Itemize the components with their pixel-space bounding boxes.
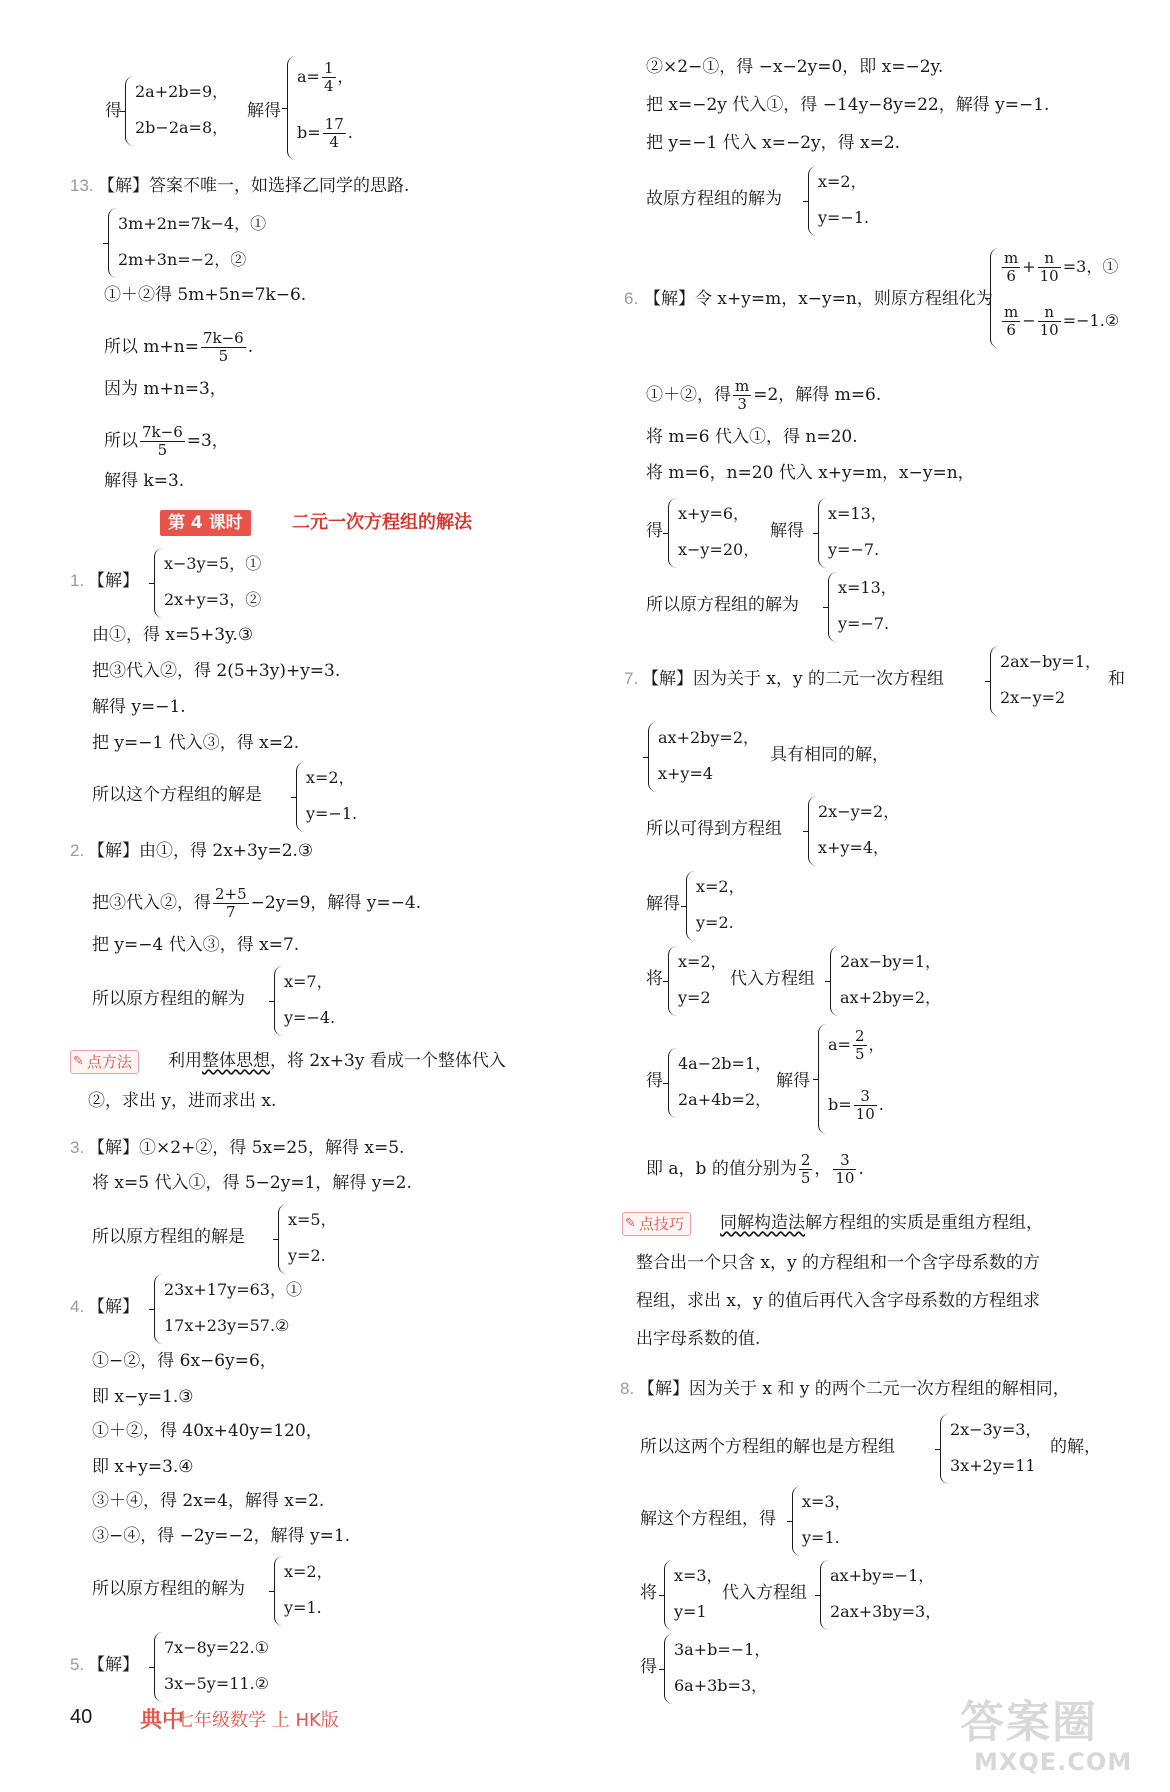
text: 【解】令 x+y=m，x−y=n，则原方程组化为	[644, 289, 993, 309]
equation-system	[154, 1632, 324, 1702]
equation: x=7，	[284, 972, 333, 991]
question-number: 7.	[624, 669, 639, 688]
equation: 2m+3n=−2，②	[118, 250, 247, 269]
text: 把 y=−1 代入 x=−2y，得 x=2.	[646, 133, 901, 153]
equation: ax+by=−1，	[830, 1566, 935, 1585]
equation-system	[664, 1560, 724, 1630]
equation: 3a+b=−1，	[674, 1640, 771, 1659]
equation: y=2.	[696, 913, 734, 932]
text: 的解，	[1050, 1437, 1101, 1457]
text: 代入方程组	[730, 969, 815, 989]
text: 所以原方程组的解为	[92, 989, 245, 1009]
text: 由①，得 x=5+3y.③	[92, 625, 254, 645]
text: 【解】由①，得 2x+3y=2.③	[88, 841, 314, 861]
text: 所以可得到方程组	[646, 819, 782, 839]
equation: b= $\frac{17}{4}$ .	[297, 115, 353, 151]
equation-system	[668, 1048, 778, 1118]
equation: 4a−2b=1，	[678, 1054, 772, 1073]
equation-system	[664, 1634, 774, 1704]
equation-system	[287, 56, 397, 160]
equation: 3x+2y=11	[950, 1456, 1036, 1475]
brand-logo: 典中	[140, 1708, 185, 1733]
pencil-icon: ✎	[73, 1054, 84, 1069]
equation: x=3，	[802, 1492, 851, 1511]
text: 即 x−y=1.③	[92, 1387, 194, 1407]
equation: x=5，	[288, 1210, 337, 1229]
question-number: 3.	[70, 1138, 85, 1157]
text: 将	[646, 969, 663, 989]
equation: ax+2by=2，	[840, 988, 942, 1007]
watermark-logo: 答案圈	[960, 1697, 1098, 1748]
equation: 2ax+3by=3，	[830, 1602, 942, 1621]
equation: y=1	[674, 1602, 707, 1621]
equation-system	[990, 646, 1100, 716]
lesson-badge: 第 4 课时	[160, 510, 251, 536]
equation: a= $\frac{1}{4}$ ，	[297, 59, 354, 95]
equation: 2b−2a=8，	[135, 118, 229, 137]
text: 将 m=6，n=20 代入 x+y=m，x−y=n，	[646, 463, 975, 483]
text: 所以 $\frac{7k-6}{5}$ =3，	[104, 423, 229, 459]
equation: x=2，	[306, 768, 355, 787]
technique-tag: ✎ 点技巧	[622, 1212, 691, 1236]
text: 解这个方程组，得	[640, 1509, 776, 1529]
equation-system	[830, 946, 950, 1016]
equation: y=−1.	[818, 208, 870, 227]
equation-system	[990, 248, 1130, 348]
text: 所以这两个方程组的解也是方程组	[640, 1437, 895, 1457]
text: 【解】	[88, 1297, 139, 1317]
equation: x=2，	[818, 172, 867, 191]
question-number: 2.	[70, 841, 85, 860]
text: 解得	[646, 894, 680, 914]
text: 解得	[776, 1071, 810, 1091]
text: 【解】①×2+②，得 5x=25，解得 x=5.	[88, 1138, 405, 1158]
text: 把 y=−1 代入③，得 x=2.	[92, 733, 300, 753]
equation: 17x+23y=57.②	[164, 1316, 290, 1335]
equation-system	[648, 722, 758, 792]
tip-text: 同解构造法解方程组的实质是重组方程组，	[720, 1213, 1043, 1233]
text: 代入方程组	[722, 1583, 807, 1603]
equation-system	[808, 166, 908, 236]
text: 和	[1108, 669, 1125, 689]
equation: x=2，	[696, 877, 745, 896]
text: 所以原方程组的解为	[92, 1579, 245, 1599]
text: 所以这个方程组的解是	[92, 785, 262, 805]
pencil-icon: ✎	[625, 1216, 636, 1231]
text: 解得	[247, 101, 281, 121]
text: 【解】答案不唯一，如选择乙同学的思路.	[98, 176, 410, 196]
text: 把③代入②，得 $\frac{2+5}{7}$ −2y=9，解得 y=−4.	[92, 885, 422, 921]
text: ③＋④，得 2x=4，解得 x=2.	[92, 1491, 325, 1511]
equation: 2ax−by=1，	[1000, 652, 1102, 671]
text: 即 x+y=3.④	[92, 1457, 194, 1477]
watermark-url: MXQE.COM	[974, 1748, 1133, 1776]
text: 把 x=−2y 代入①，得 −14y−8y=22，解得 y=−1.	[646, 95, 1050, 115]
equation: ax+2by=2，	[658, 728, 760, 747]
text: 【解】因为关于 x 和 y 的两个二元一次方程组的解相同，	[638, 1379, 1070, 1399]
equation: x=2，	[284, 1562, 333, 1581]
text: 【解】	[88, 571, 139, 591]
text: 得	[646, 1071, 663, 1091]
equation-system	[154, 548, 304, 618]
equation-system	[940, 1414, 1050, 1484]
equation-system	[686, 871, 786, 941]
equation: 2x−y=2	[1000, 688, 1066, 707]
text: 将 m=6 代入①，得 n=20.	[646, 427, 858, 447]
equation: x−3y=5，①	[164, 554, 262, 573]
text: ①＋②，得 $\frac{m}{3}$ =2，解得 m=6.	[646, 377, 882, 413]
equation-system	[274, 1556, 374, 1626]
equation: 2x−3y=3，	[950, 1420, 1042, 1439]
tip-text: 程组，求出 x，y 的值后再代入含字母系数的方程组求	[636, 1291, 1040, 1311]
equation-system	[818, 498, 918, 568]
tip-text: ②，求出 y，进而求出 x.	[88, 1091, 277, 1111]
equation: x=2，	[678, 952, 727, 971]
equation-system	[154, 1274, 334, 1344]
tip-text: 利用整体思想，将 2x+3y 看成一个整体代入	[168, 1051, 506, 1071]
equation: y=−1.	[306, 804, 358, 823]
text: 解得 y=−1.	[92, 697, 186, 717]
equation: y=2	[678, 988, 711, 1007]
text: ②×2−①，得 −x−2y=0，即 x=−2y.	[646, 57, 944, 77]
equation-system	[274, 966, 374, 1036]
equation: 2x+y=3，②	[164, 590, 262, 609]
text: 得	[646, 521, 663, 541]
text: 把 y=−4 代入③，得 x=7.	[92, 935, 300, 955]
tip-text: 整合出一个只含 x，y 的方程组和一个含字母系数的方	[636, 1253, 1040, 1273]
equation-system	[668, 946, 728, 1016]
question-number: 5.	[70, 1655, 85, 1674]
text: 所以原方程组的解为	[646, 595, 799, 615]
text: 所以原方程组的解是	[92, 1227, 245, 1247]
equation: x=3，	[674, 1566, 723, 1585]
equation: y=−4.	[284, 1008, 336, 1027]
equation: a= $\frac{2}{5}$ ，	[828, 1027, 885, 1063]
equation: x+y=4	[658, 764, 714, 783]
question-number: 8.	[620, 1379, 635, 1398]
equation: y=1.	[284, 1598, 322, 1617]
equation: y=−7.	[828, 540, 880, 559]
text: 【解】	[88, 1655, 139, 1675]
equation-system	[278, 1204, 378, 1274]
text: 因为 m+n=3，	[104, 379, 227, 399]
equation: 2a+2b=9，	[135, 82, 229, 101]
method-tag: ✎ 点方法	[70, 1050, 139, 1074]
text: 即 a，b 的值分别为 $\frac{2}{5}$ ， $\frac{3}{10}$ .	[646, 1151, 864, 1187]
question-number: 6.	[624, 289, 639, 308]
equation: 2a+4b=2，	[678, 1090, 772, 1109]
question-number: 13.	[70, 176, 94, 195]
equation: 2x−y=2，	[818, 802, 900, 821]
page-number: 40	[70, 1706, 93, 1728]
text: 【解】因为关于 x，y 的二元一次方程组	[642, 669, 944, 689]
equation-system	[820, 1560, 950, 1630]
equation: y=2.	[288, 1246, 326, 1265]
equation: x=13，	[838, 578, 897, 597]
text: 故原方程组的解为	[646, 189, 782, 209]
question-number: 1.	[70, 571, 85, 590]
text: 得	[640, 1657, 657, 1677]
text: 解得	[770, 521, 804, 541]
text: 解得 k=3.	[104, 471, 185, 491]
equation: $\frac{m}{6}$ + $\frac{n}{10}$ =3，①	[1004, 249, 1119, 285]
question-number: 4.	[70, 1297, 85, 1316]
text: 把③代入②，得 2(5+3y)+y=3.	[92, 661, 341, 681]
equation-system	[818, 1024, 918, 1134]
equation: x+y=4，	[818, 838, 890, 857]
text: 得	[105, 101, 122, 121]
text: ①＋②，得 40x+40y=120，	[92, 1421, 323, 1441]
equation: 3m+2n=7k−4，①	[118, 214, 267, 233]
lesson-title: 二元一次方程组的解法	[292, 512, 472, 533]
equation-system	[792, 1486, 892, 1556]
equation: x−y=20，	[678, 540, 760, 559]
tip-text: 出字母系数的值.	[636, 1329, 761, 1349]
equation: 23x+17y=63，①	[164, 1280, 302, 1299]
equation: x+y=6，	[678, 504, 750, 523]
text: 具有相同的解，	[770, 745, 889, 765]
text: ①＋②得 5m+5n=7k−6.	[104, 285, 307, 305]
equation-system	[108, 208, 308, 278]
text: 将	[640, 1583, 657, 1603]
equation-system	[808, 796, 918, 866]
equation: 2ax−by=1，	[840, 952, 942, 971]
equation: 7x−8y=22.①	[164, 1638, 270, 1657]
equation-system	[296, 762, 396, 832]
equation: $\frac{m}{6}$ − $\frac{n}{10}$ =−1.②	[1004, 303, 1120, 339]
text: 所以 m+n= $\frac{7k-6}{5}$ .	[104, 329, 254, 365]
book-title: 七年级数学 上 HK版	[176, 1710, 339, 1731]
equation: 6a+3b=3，	[674, 1676, 768, 1695]
text: ①−②，得 6x−6y=6，	[92, 1351, 277, 1371]
equation: b= $\frac{3}{10}$ .	[828, 1087, 884, 1123]
equation: x=13，	[828, 504, 887, 523]
equation-system	[828, 572, 928, 642]
equation: 3x−5y=11.②	[164, 1674, 270, 1693]
equation: y=1.	[802, 1528, 840, 1547]
text: 将 x=5 代入①，得 5−2y=1，解得 y=2.	[92, 1173, 412, 1193]
text: ③−④，得 −2y=−2，解得 y=1.	[92, 1526, 351, 1546]
equation-system	[668, 498, 768, 568]
equation: y=−7.	[838, 614, 890, 633]
watermark	[960, 1686, 1155, 1786]
